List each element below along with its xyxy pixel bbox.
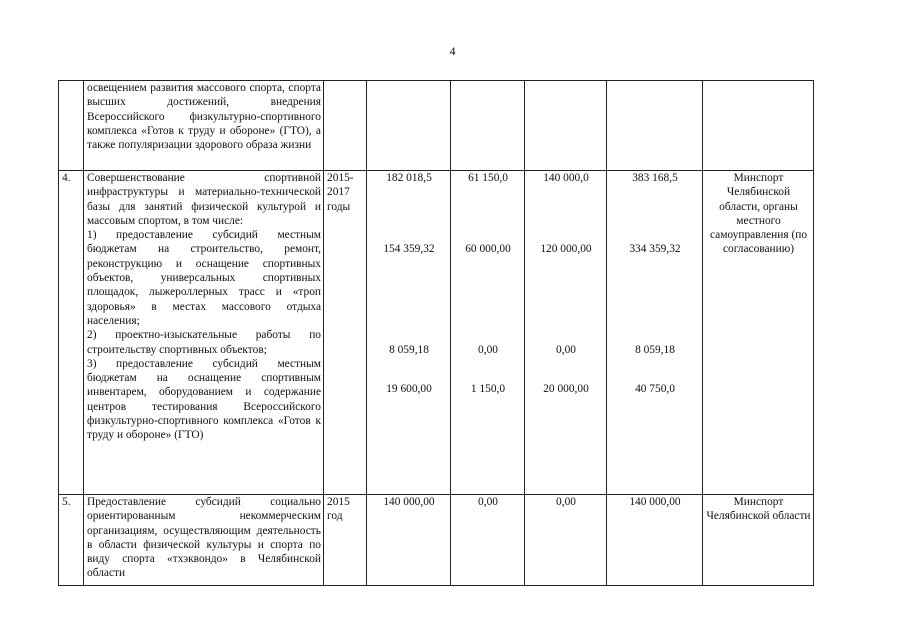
activity-description xyxy=(84,495,324,586)
row-number xyxy=(59,81,84,171)
amount-cell: 0,00 xyxy=(451,495,525,586)
amount-sub1: 334 359,32 xyxy=(629,243,681,256)
amount-column xyxy=(525,171,607,495)
responsible-cell xyxy=(703,81,814,171)
table-row xyxy=(59,495,814,586)
amount-cell xyxy=(607,81,703,171)
amount-sub2: 8 059,18 xyxy=(389,343,429,356)
period-cell: 2015-2017 годы xyxy=(324,171,367,495)
amount-cell: 140 000,00 xyxy=(367,495,451,586)
program-activities-table xyxy=(58,80,814,586)
amount-sub1: 154 359,32 xyxy=(383,243,435,256)
amount-sub2: 8 059,18 xyxy=(635,343,675,356)
table-row xyxy=(59,171,814,495)
amount-sub2: 0,00 xyxy=(478,343,498,356)
description-paragraph: 2) проектно-изыскательные работы по строительству спортивных объектов; xyxy=(87,329,321,356)
amount-column xyxy=(451,171,525,495)
amount-total: 61 150,0 xyxy=(468,172,508,184)
period-cell: 2015 год xyxy=(324,495,367,586)
responsible-cell: Минспорт Челябинской области xyxy=(703,495,814,586)
amount-cell xyxy=(525,81,607,171)
responsible-cell: Минспорт Челябинской области, органы местного самоуправления (по согласованию) xyxy=(703,171,814,495)
amount-total: 140 000,0 xyxy=(543,172,589,184)
page-number: 4 xyxy=(449,44,456,58)
amount-total: 182 018,5 xyxy=(386,172,432,184)
amount-column xyxy=(367,171,451,495)
description-paragraph: Совершенствование спортивной инфраструктуры и материально-технической базы для занятий физической культурой и массовым спортом, в том числе: xyxy=(87,172,321,227)
amount-sub2: 0,00 xyxy=(556,343,576,356)
amount-total: 383 168,5 xyxy=(632,172,678,184)
description-paragraph: 3) предоставление субсидий местным бюджетам на оснащение спортивным инвентарем, оборудованием и содержание центров тестирования Всероссийского физкультурно-спортивного комплекса «Готов к труду и обороне» (ГТО) xyxy=(87,357,321,442)
amount-sub3: 40 750,0 xyxy=(635,382,675,395)
description-paragraph: 1) предоставление субсидий местным бюджетам на строительство, ремонт, реконструкцию и оснащение спортивных объектов, универсальных спортивных площадок, лыжероллерных трасс и «троп здоровья» в местах массового отдыха населения; xyxy=(87,229,321,327)
amount-cell: 0,00 xyxy=(525,495,607,586)
amount-cell xyxy=(451,81,525,171)
description-paragraph: Предоставление субсидий социально ориентированным некоммерческим организациям, осуществляющим деятельность в области физической культуры и спорта по виду спорта «тхэквондо» в Челябинской области xyxy=(87,496,321,580)
description-paragraph: освещением развития массового спорта, спорта высших достижений, внедрения Всероссийского физкультурно-спортивного комплекса «Готов к труду и обороне» (ГТО), а также популяризации здорового образа жизни xyxy=(87,82,321,152)
amount-sub1: 120 000,00 xyxy=(540,243,592,256)
amount-cell: 140 000,00 xyxy=(607,495,703,586)
activity-description xyxy=(84,81,324,171)
row-number: 4. xyxy=(59,171,84,495)
amount-sub3: 1 150,0 xyxy=(470,382,506,395)
period-cell xyxy=(324,81,367,171)
amount-column xyxy=(607,171,703,495)
row-number: 5. xyxy=(59,495,84,586)
amount-sub1: 60 000,00 xyxy=(465,243,511,256)
amount-cell xyxy=(367,81,451,171)
activity-description xyxy=(84,171,324,495)
amount-sub3: 20 000,00 xyxy=(543,382,589,395)
amount-sub3: 19 600,00 xyxy=(386,382,432,395)
table-row xyxy=(59,81,814,171)
